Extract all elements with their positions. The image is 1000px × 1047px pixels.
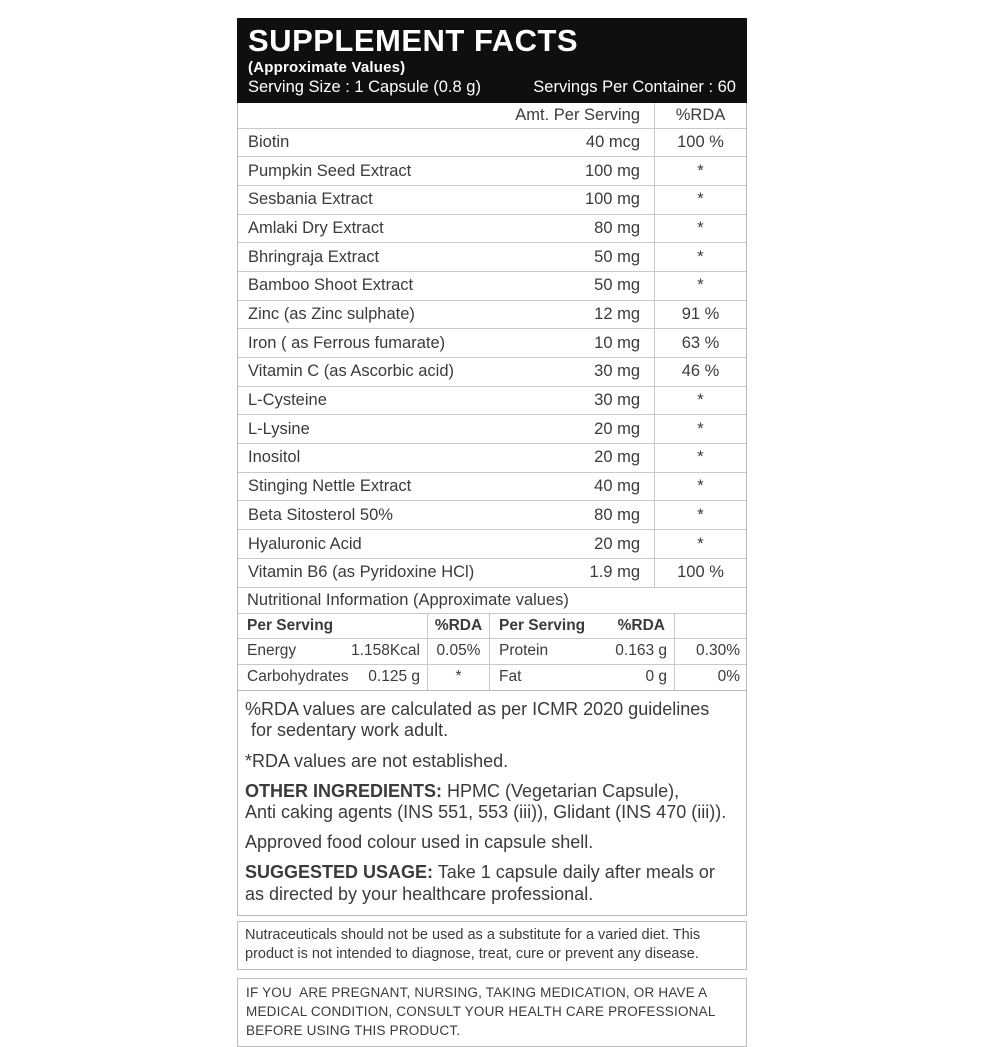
nutrition-left-header xyxy=(238,614,428,639)
right-rda-header: %RDA xyxy=(617,616,665,634)
rda-calculation-note xyxy=(245,699,738,741)
ingredient-rda: * xyxy=(654,387,746,415)
nutrient-name: Fat xyxy=(499,668,522,686)
ingredient-name: Amlaki Dry Extract xyxy=(248,218,384,237)
table-row xyxy=(238,272,746,301)
ingredient-rda: * xyxy=(654,473,746,501)
table-row xyxy=(238,501,746,530)
table-row xyxy=(238,444,746,473)
ingredient-rda: * xyxy=(654,186,746,214)
left-rda-header: %RDA xyxy=(428,614,490,639)
notes-box xyxy=(237,691,747,916)
ingredient-rda: 100 % xyxy=(654,559,746,587)
nutrient-value: 0.125 g xyxy=(368,668,420,686)
food-colour-note: Approved food colour used in capsule shell. xyxy=(245,832,594,853)
table-row xyxy=(238,129,746,158)
ingredient-name: L-Cysteine xyxy=(248,391,327,410)
ingredient-amount: 12 mg xyxy=(594,305,640,324)
rda-note-line2: for sedentary work adult. xyxy=(251,720,449,741)
spacer xyxy=(237,970,747,978)
ingredient-rda: * xyxy=(654,215,746,243)
rda-note-line1: %RDA values are calculated as per ICMR 2020 guidelines xyxy=(245,699,710,720)
ingredient-name: Zinc (as Zinc sulphate) xyxy=(248,305,415,324)
table-row xyxy=(238,215,746,244)
ingredient-amount: 100 mg xyxy=(584,161,640,180)
asterisk-note: *RDA values are not established. xyxy=(245,750,509,771)
nutrition-header-empty-cell xyxy=(675,614,746,639)
nutrition-header-row xyxy=(238,614,746,640)
facts-rows xyxy=(238,129,746,588)
ingredient-amount: 40 mg xyxy=(594,477,640,496)
ingredient-name: Bamboo Shoot Extract xyxy=(248,276,414,295)
facts-table xyxy=(237,103,747,692)
ingredient-name: L-Lysine xyxy=(248,419,310,438)
ingredient-amount: 40 mcg xyxy=(585,132,640,151)
ingredient-name: Iron ( as Ferrous fumarate) xyxy=(248,333,446,352)
approximate-values-subtitle: (Approximate Values) xyxy=(248,58,406,76)
ingredient-amount: 80 mg xyxy=(594,218,640,237)
ingredient-name: Stinging Nettle Extract xyxy=(248,477,412,496)
table-row xyxy=(238,301,746,330)
ingredient-amount: 1.9 mg xyxy=(589,563,640,582)
table-row xyxy=(238,473,746,502)
nutrient-value: 0 g xyxy=(645,668,667,686)
nutrition-right-cell xyxy=(490,665,675,691)
ingredient-rda: * xyxy=(654,415,746,443)
nutrition-right-cell xyxy=(490,639,675,664)
supplement-label xyxy=(237,18,747,1047)
ingredient-amount: 30 mg xyxy=(594,362,640,381)
table-row xyxy=(238,186,746,215)
nutrient-name: Energy xyxy=(247,642,297,660)
nutrient-value: 0.163 g xyxy=(615,642,667,660)
ingredient-amount: 50 mg xyxy=(594,247,640,266)
table-row xyxy=(238,329,746,358)
ingredient-amount: 20 mg xyxy=(594,448,640,467)
ingredient-name: Hyaluronic Acid xyxy=(248,534,362,553)
ingredient-rda: * xyxy=(654,272,746,300)
other-ingredients-note xyxy=(245,781,738,823)
ingredient-name: Beta Sitosterol 50% xyxy=(248,505,393,524)
supplement-facts-header xyxy=(237,18,747,103)
ingredient-name: Vitamin C (as Ascorbic acid) xyxy=(248,362,455,381)
ingredient-rda: * xyxy=(654,530,746,558)
table-row xyxy=(238,243,746,272)
table-row xyxy=(238,559,746,588)
nutrition-right-header xyxy=(490,614,675,639)
suggested-usage-label: SUGGESTED USAGE: xyxy=(245,862,434,883)
ingredient-name: Inositol xyxy=(248,448,301,467)
nutrient-value: 1.158Kcal xyxy=(351,642,420,660)
table-row xyxy=(238,415,746,444)
serving-info-row xyxy=(248,78,736,97)
left-per-serving-label: Per Serving xyxy=(247,616,334,634)
ingredient-amount: 30 mg xyxy=(594,391,640,410)
table-row xyxy=(238,387,746,416)
column-header-amount: Amt. Per Serving xyxy=(515,105,640,124)
ingredient-rda: 100 % xyxy=(654,129,746,157)
serving-size-text: Serving Size : 1 Capsule (0.8 g) xyxy=(248,77,481,96)
ingredient-amount: 10 mg xyxy=(594,333,640,352)
suggested-usage-note xyxy=(245,862,738,904)
table-row xyxy=(238,358,746,387)
nutrient-name: Protein xyxy=(499,642,549,660)
ingredient-amount: 80 mg xyxy=(594,505,640,524)
facts-table-header-row xyxy=(238,103,746,129)
page-title: SUPPLEMENT FACTS xyxy=(248,23,579,58)
column-header-rda: %RDA xyxy=(654,103,746,128)
ingredient-amount: 50 mg xyxy=(594,276,640,295)
ingredient-amount: 100 mg xyxy=(584,190,640,209)
table-row xyxy=(238,530,746,559)
ingredient-name: Biotin xyxy=(248,132,290,151)
other-ingredients-line1: HPMC (Vegetarian Capsule), xyxy=(442,780,680,801)
ingredient-rda: 63 % xyxy=(654,329,746,357)
ingredient-rda: 46 % xyxy=(654,358,746,386)
nutrient-name: Carbohydrates xyxy=(247,668,349,686)
ingredient-rda: * xyxy=(654,157,746,185)
table-row xyxy=(238,157,746,186)
servings-per-container-text: Servings Per Container : 60 xyxy=(533,77,736,96)
pregnancy-warning: IF YOU ARE PREGNANT, NURSING, TAKING MEDICATION, OR HAVE A MEDICAL CONDITION, CONSULT YOUR HEALTH CARE PROFESSIONAL BEFORE USING THIS PRODUCT. xyxy=(237,978,747,1047)
nutrition-section-title: Nutritional Information (Approximate values) xyxy=(238,588,746,614)
right-per-serving-label: Per Serving xyxy=(499,616,586,634)
ingredient-amount: 20 mg xyxy=(594,419,640,438)
nutrition-rows xyxy=(238,639,746,690)
ingredient-rda: 91 % xyxy=(654,301,746,329)
nutrient-rda: * xyxy=(428,665,490,691)
nutrition-row xyxy=(238,639,746,665)
ingredient-rda: * xyxy=(654,501,746,529)
nutrient-rda: 0% xyxy=(717,668,740,686)
nutrition-left-cell xyxy=(238,665,428,691)
ingredient-name: Vitamin B6 (as Pyridoxine HCl) xyxy=(248,563,475,582)
nutraceutical-disclaimer: Nutraceuticals should not be used as a substitute for a varied diet. This product is not intended to diagnose, treat, cure or prevent any disease. xyxy=(237,921,747,970)
nutrient-rda: 0.30% xyxy=(696,642,740,660)
nutrition-left-cell xyxy=(238,639,428,664)
header-empty-cell xyxy=(238,103,454,128)
other-ingredients-line2: Anti caking agents (INS 551, 553 (iii)), Glidant (INS 470 (iii)). xyxy=(245,801,727,822)
nutrition-row xyxy=(238,665,746,691)
other-ingredients-label: OTHER INGREDIENTS: xyxy=(245,780,443,801)
ingredient-rda: * xyxy=(654,444,746,472)
ingredient-name: Pumpkin Seed Extract xyxy=(248,161,412,180)
ingredient-name: Bhringraja Extract xyxy=(248,247,380,266)
ingredient-name: Sesbania Extract xyxy=(248,190,373,209)
nutrient-rda: 0.05% xyxy=(428,639,490,664)
ingredient-amount: 20 mg xyxy=(594,534,640,553)
suggested-usage-text: Take 1 capsule daily after meals or as directed by your healthcare professional. xyxy=(245,862,715,904)
ingredient-rda: * xyxy=(654,243,746,271)
